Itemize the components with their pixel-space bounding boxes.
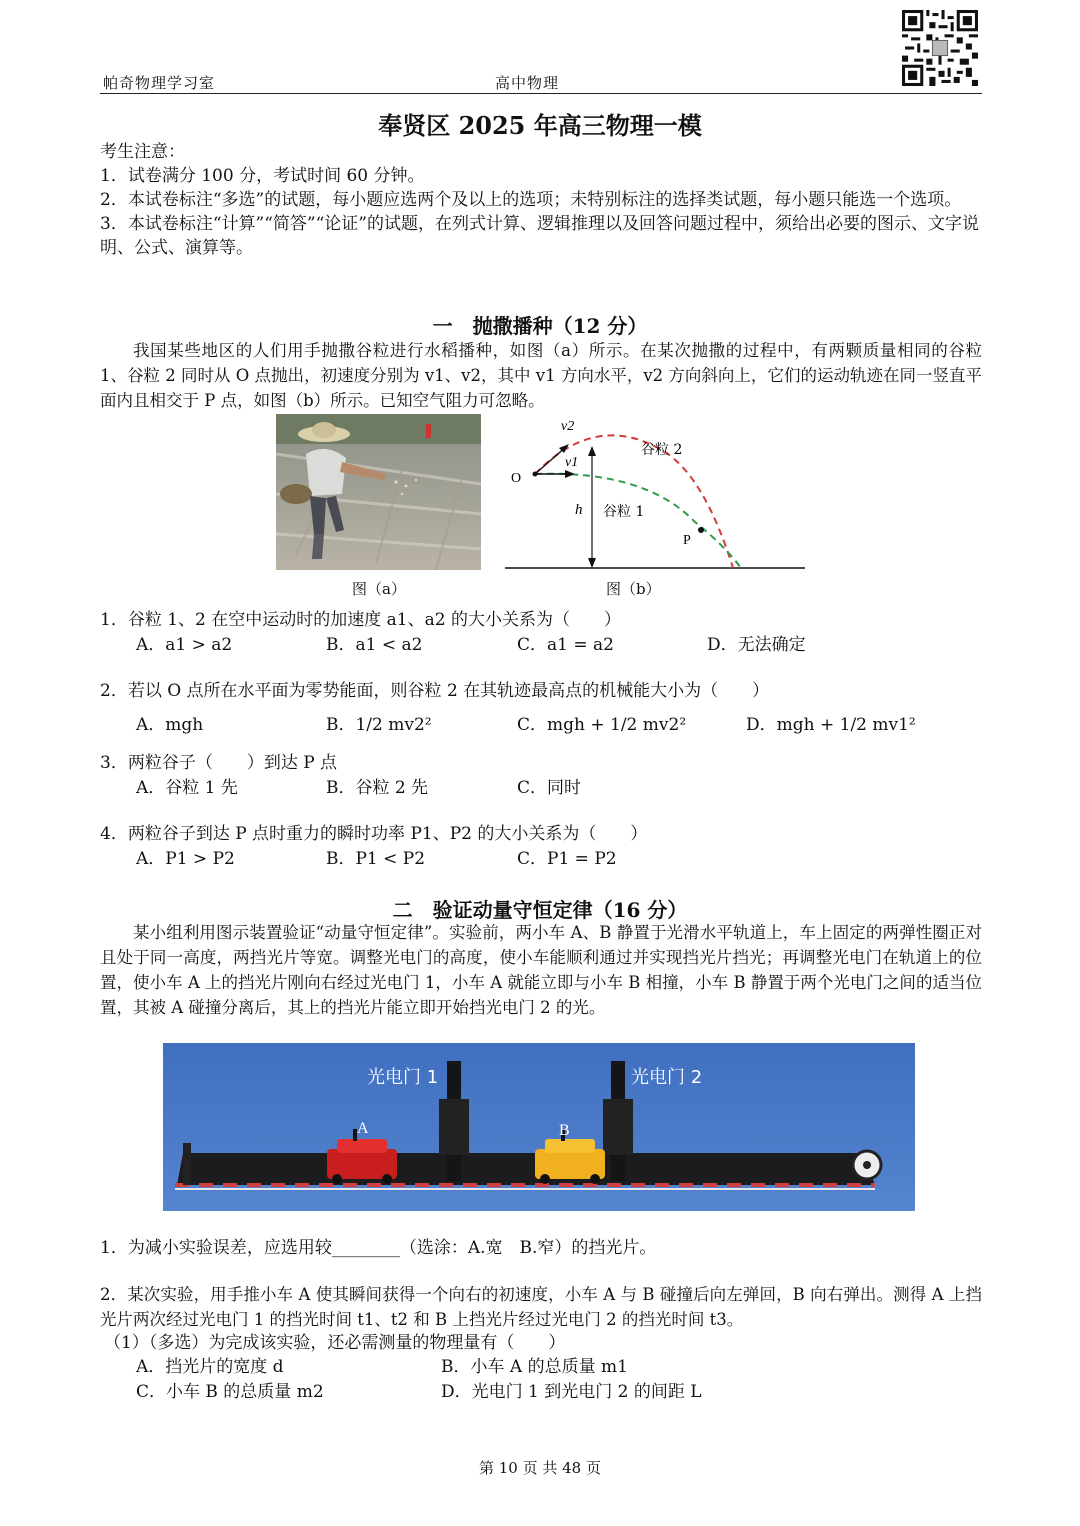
track bbox=[177, 1153, 875, 1185]
s1-q1-option-d[interactable]: D．无法确定 bbox=[707, 635, 806, 655]
label-grain-2: 谷粒 2 bbox=[641, 442, 683, 458]
notice-heading: 考生注意： bbox=[100, 142, 185, 162]
section-1-intro: 我国某些地区的人们用手抛撒谷粒进行水稻播种，如图（a）所示。在某次抛撒的过程中，有两颗质量相同的谷粒 1、谷粒 2 同时从 O 点抛出，初速度分别为 v1、v2，其中 v1 方向水平，v2 方向斜向上，它们的运动轨迹在同一竖直平面内且相交于 P 点，如图（b）所示。已知空气阻力可忽略。 bbox=[100, 341, 982, 410]
s1-q2-option-d[interactable]: D．mgh + 1/2 mv1² bbox=[746, 715, 916, 735]
s1-q3-option-c[interactable]: C．同时 bbox=[517, 778, 582, 798]
label-gate-1: 光电门 1 bbox=[367, 1067, 439, 1088]
page-title: 奉贤区 2025 年高三物理一模 bbox=[378, 111, 702, 140]
notice-item-3: 3．本试卷标注“计算”“简答”“论证”的试题，在列式计算、逻辑推理以及回答问题过程中，须给出必要的图示、文字说明、公式、演算等。 bbox=[100, 214, 979, 258]
label-o: O bbox=[511, 471, 522, 486]
s1-q4-option-a[interactable]: A．P1 > P2 bbox=[136, 849, 235, 869]
label-grain-1: 谷粒 1 bbox=[603, 504, 645, 520]
s1-q1-option-c[interactable]: C．a1 = a2 bbox=[517, 635, 614, 655]
s2-q2-sub1: （1）（多选）为完成该实验，还必需测量的物理量有（ ） bbox=[104, 1333, 566, 1353]
s2-q2-option-d[interactable]: D．光电门 1 到光电门 2 的间距 L bbox=[441, 1382, 702, 1402]
s1-q2-option-a[interactable]: A．mgh bbox=[136, 715, 204, 735]
s1-q1-stem: 1．谷粒 1、2 在空中运动时的加速度 a1、a2 的大小关系为（ ） bbox=[100, 610, 621, 630]
s1-q1-option-a[interactable]: A．a1 > a2 bbox=[136, 635, 233, 655]
s1-q2-option-c[interactable]: C．mgh + 1/2 mv2² bbox=[517, 715, 687, 735]
figure-b-diagram bbox=[505, 418, 807, 572]
experiment-photo bbox=[163, 1043, 915, 1211]
notice-item-2: 2．本试卷标注“多选”的试题，每小题应选两个及以上的选项；未特别标注的选择类试题，每小题只能选一个选项。 bbox=[100, 190, 962, 210]
label-cart-b: B bbox=[559, 1122, 570, 1139]
s1-q3-stem: 3．两粒谷子（ ）到达 P 点 bbox=[100, 753, 338, 773]
figure-a-photo bbox=[276, 414, 481, 570]
s1-q1-option-b[interactable]: B．a1 < a2 bbox=[326, 635, 423, 655]
label-gate-2: 光电门 2 bbox=[631, 1067, 703, 1088]
gate-2-box bbox=[603, 1099, 633, 1155]
section-2-intro: 某小组利用图示装置验证“动量守恒定律”。实验前，两小车 A、B 静置于光滑水平轨道上，车上固定的两弹性圈正对且处于同一高度，两挡光片等宽。调整光电门的高度，使小车能顺利通过并实现挡光片挡光；再调整光电门在轨道上的位置，使小车 A 上的挡光片刚向右经过光电门 1，小车 A 就能立即与小车 B 相撞，小车 B 静置于两个光电门之间的适当位置，其被 A 碰撞分离后，其上的挡光片能立即开始挡光电门 2 的光。 bbox=[100, 923, 982, 1017]
label-cart-a: A bbox=[357, 1120, 369, 1137]
s1-q4-option-b[interactable]: B．P1 < P2 bbox=[326, 849, 426, 869]
notice-item-1: 1．试卷满分 100 分，考试时间 60 分钟。 bbox=[100, 166, 425, 186]
s1-q4-stem: 4．两粒谷子到达 P 点时重力的瞬时功率 P1、P2 的大小关系为（ ） bbox=[100, 824, 648, 844]
s2-q2-option-a[interactable]: A．挡光片的宽度 d bbox=[136, 1357, 284, 1377]
section-2-title: 二 验证动量守恒定律（16 分） bbox=[392, 898, 688, 922]
gate-1-box bbox=[439, 1099, 469, 1155]
header-center: 高中物理 bbox=[495, 74, 560, 92]
s1-q3-option-b[interactable]: B．谷粒 2 先 bbox=[326, 778, 429, 798]
s1-q2-stem: 2．若以 O 点所在水平面为零势能面，则谷粒 2 在其轨迹最高点的机械能大小为（ ） bbox=[100, 681, 770, 701]
s2-q2-option-b[interactable]: B．小车 A 的总质量 m1 bbox=[441, 1357, 628, 1377]
figure-b-caption: 图（b） bbox=[606, 580, 661, 598]
label-p: P bbox=[683, 533, 691, 548]
s1-q2-option-b[interactable]: B．1/2 mv2² bbox=[326, 715, 432, 735]
label-h: h bbox=[575, 502, 583, 518]
s2-q1[interactable]: 1．为减小实验误差，应选用较________（选涂：A.宽 B.窄）的挡光片。 bbox=[100, 1238, 657, 1258]
s2-q2-option-c[interactable]: C．小车 B 的总质量 m2 bbox=[136, 1382, 324, 1402]
header-rule bbox=[100, 93, 982, 94]
trajectory-grain-1 bbox=[535, 474, 741, 568]
page-footer: 第 10 页 共 48 页 bbox=[478, 1459, 601, 1477]
label-v2: v2 bbox=[561, 419, 575, 434]
s2-q2-stem: 2．某次实验，用手推小车 A 使其瞬间获得一个向右的初速度，小车 A 与 B 碰撞后向左弹回，B 向右弹出。测得 A 上挡光片两次经过光电门 1 的挡光时间 t1、t2 和 B 上挡光片经过光电门 2 的挡光时间 t3。 bbox=[100, 1285, 982, 1329]
notice-block bbox=[100, 140, 985, 260]
header-left: 帕奇物理学习室 bbox=[103, 74, 216, 92]
s1-q4-option-c[interactable]: C．P1 = P2 bbox=[517, 849, 617, 869]
intersection-point bbox=[698, 527, 704, 533]
qr-code-icon bbox=[902, 10, 978, 86]
origin-point bbox=[533, 472, 538, 477]
figure-a-caption: 图（a） bbox=[352, 580, 406, 598]
section-1-title: 一 抛撒播种（12 分） bbox=[432, 314, 648, 338]
s1-q3-option-a[interactable]: A．谷粒 1 先 bbox=[136, 778, 238, 798]
label-v1: v1 bbox=[565, 455, 579, 470]
